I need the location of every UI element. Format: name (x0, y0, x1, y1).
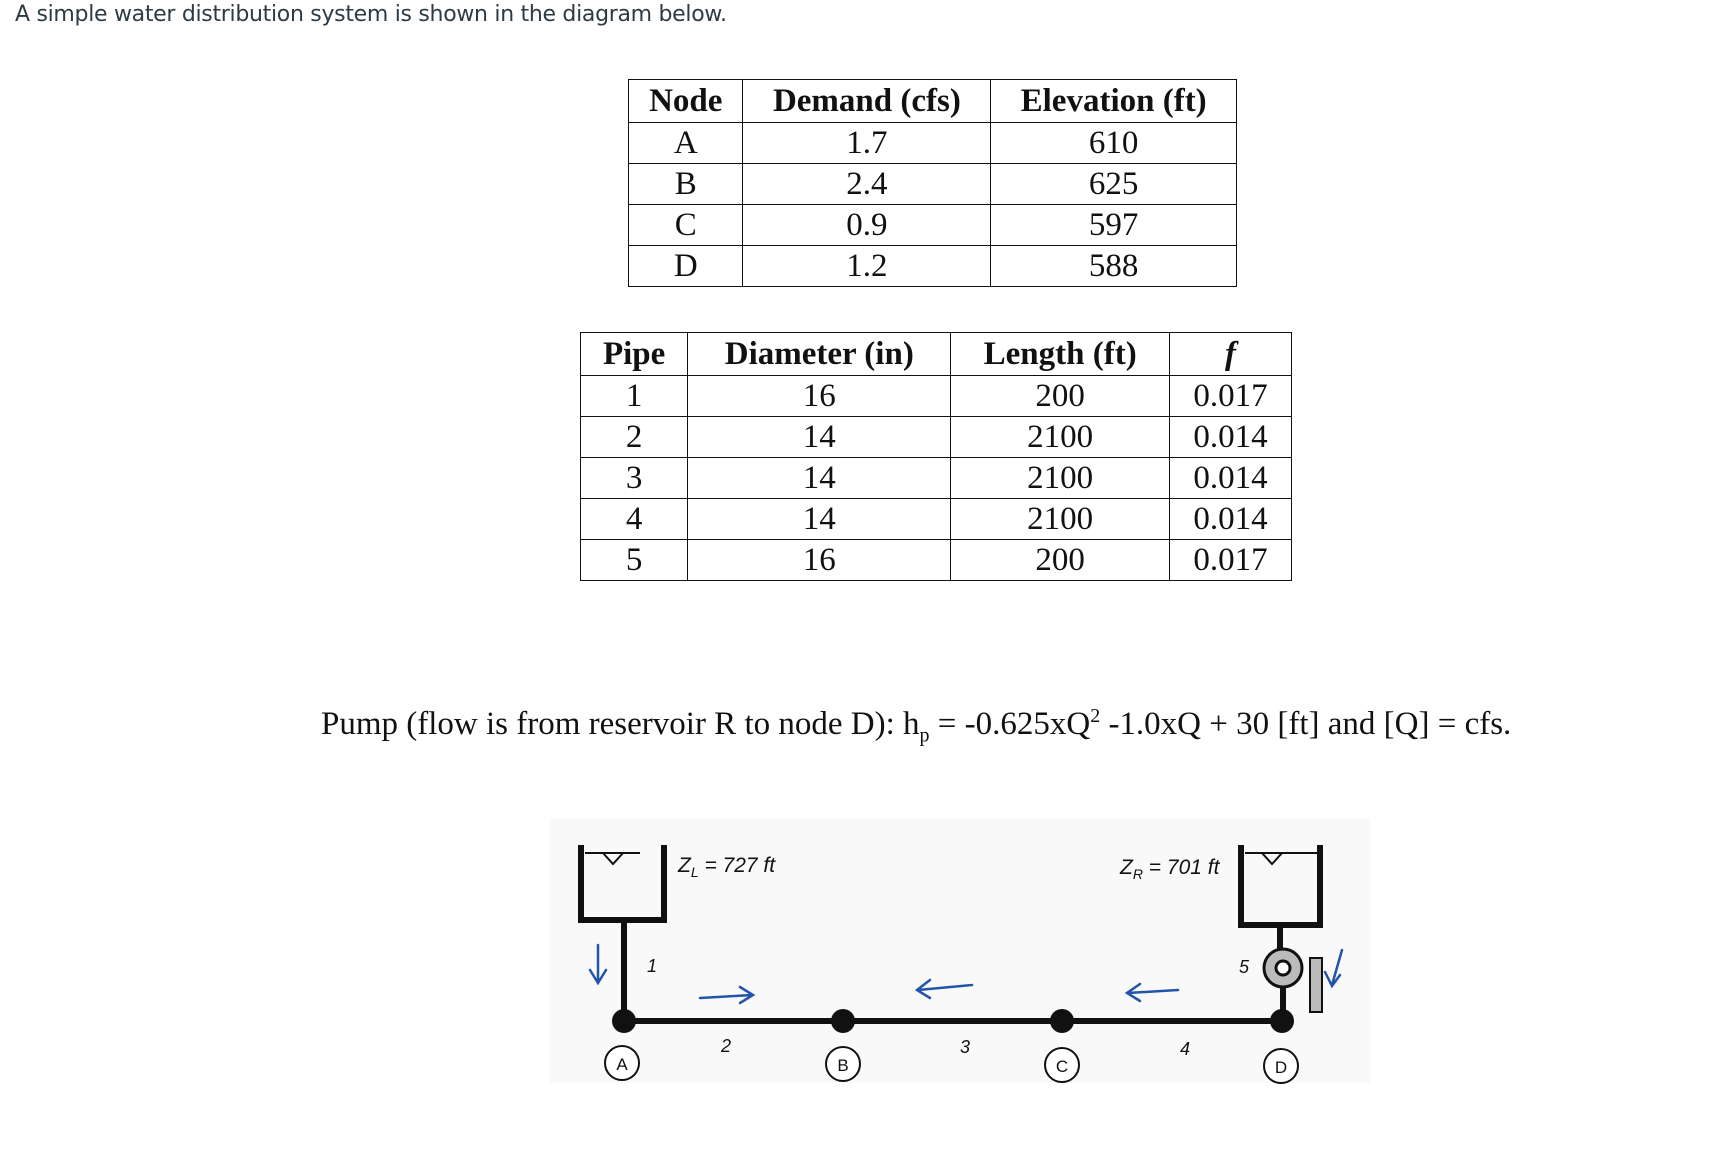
right-reservoir-label: $Z_R = 701$ ft (1120, 856, 1220, 882)
pipe-label-3: 3 (960, 1037, 971, 1057)
cell: 1.7 (743, 123, 991, 164)
node-label-d (1264, 1049, 1298, 1083)
cell: 200 (951, 376, 1170, 417)
cell: 0.014 (1170, 499, 1292, 540)
pipe-label-2: 2 (721, 1036, 732, 1056)
pump-text-mid1: = -0.625xQ (929, 706, 1091, 742)
header-demand: Demand (cfs) (743, 80, 991, 123)
cell: 1.2 (743, 246, 991, 287)
svg-text:C: C (1055, 1057, 1069, 1076)
cell: 0.017 (1170, 540, 1292, 581)
cell: 2100 (951, 499, 1170, 540)
cell: 625 (991, 164, 1237, 205)
node-label-a (605, 1046, 639, 1080)
svg-text:B: B (837, 1056, 849, 1075)
cell: 14 (688, 417, 951, 458)
pipe-label-5: 5 (1239, 957, 1250, 977)
cell: 610 (991, 123, 1237, 164)
cell: 3 (581, 458, 688, 499)
cell: 200 (951, 540, 1170, 581)
intro-text: A simple water distribution system is shown in the diagram below. (15, 2, 727, 27)
pump-text-sup: 2 (1090, 705, 1101, 727)
cell: 2100 (951, 458, 1170, 499)
cell: 2100 (951, 417, 1170, 458)
cell: 0.014 (1170, 458, 1292, 499)
cell: 0.017 (1170, 376, 1292, 417)
node-a-junction (612, 1009, 636, 1033)
pump-text-lead: Pump (flow is from reservoir R to node D): h (321, 706, 920, 742)
cell: A (629, 123, 743, 164)
cell: 1 (581, 376, 688, 417)
pump-text-mid2: -1.0xQ + 30 [ft] and [Q] = cfs. (1100, 706, 1512, 742)
cell: 4 (581, 499, 688, 540)
svg-text:D: D (1274, 1058, 1288, 1077)
pipe-label-4: 4 (1180, 1039, 1191, 1059)
cell: 16 (688, 376, 951, 417)
cell: 16 (688, 540, 951, 581)
cell: D (629, 246, 743, 287)
pipe-label-1: 1 (647, 956, 658, 976)
node-label-c (1045, 1048, 1079, 1082)
left-reservoir-label: $Z_L = 727$ ft (678, 854, 776, 880)
cell: 597 (991, 205, 1237, 246)
header-node: Node (629, 80, 743, 123)
cell: 14 (688, 458, 951, 499)
header-friction: f (1170, 333, 1292, 376)
header-diameter: Diameter (in) (688, 333, 951, 376)
svg-text:A: A (616, 1055, 628, 1074)
cell: 5 (581, 540, 688, 581)
cell: B (629, 164, 743, 205)
pump-text-sub: p (919, 724, 930, 747)
cell: 2.4 (743, 164, 991, 205)
node-label-b (826, 1047, 860, 1081)
header-elevation: Elevation (ft) (991, 80, 1237, 123)
cell: 0.9 (743, 205, 991, 246)
header-length: Length (ft) (951, 333, 1170, 376)
node-b-junction (831, 1009, 855, 1033)
node-d-junction (1270, 1009, 1294, 1033)
cell: 588 (991, 246, 1237, 287)
cell: 0.014 (1170, 417, 1292, 458)
header-pipe: Pipe (581, 333, 688, 376)
cell: 2 (581, 417, 688, 458)
node-c-junction (1050, 1009, 1074, 1033)
cell: 14 (688, 499, 951, 540)
cell: C (629, 205, 743, 246)
